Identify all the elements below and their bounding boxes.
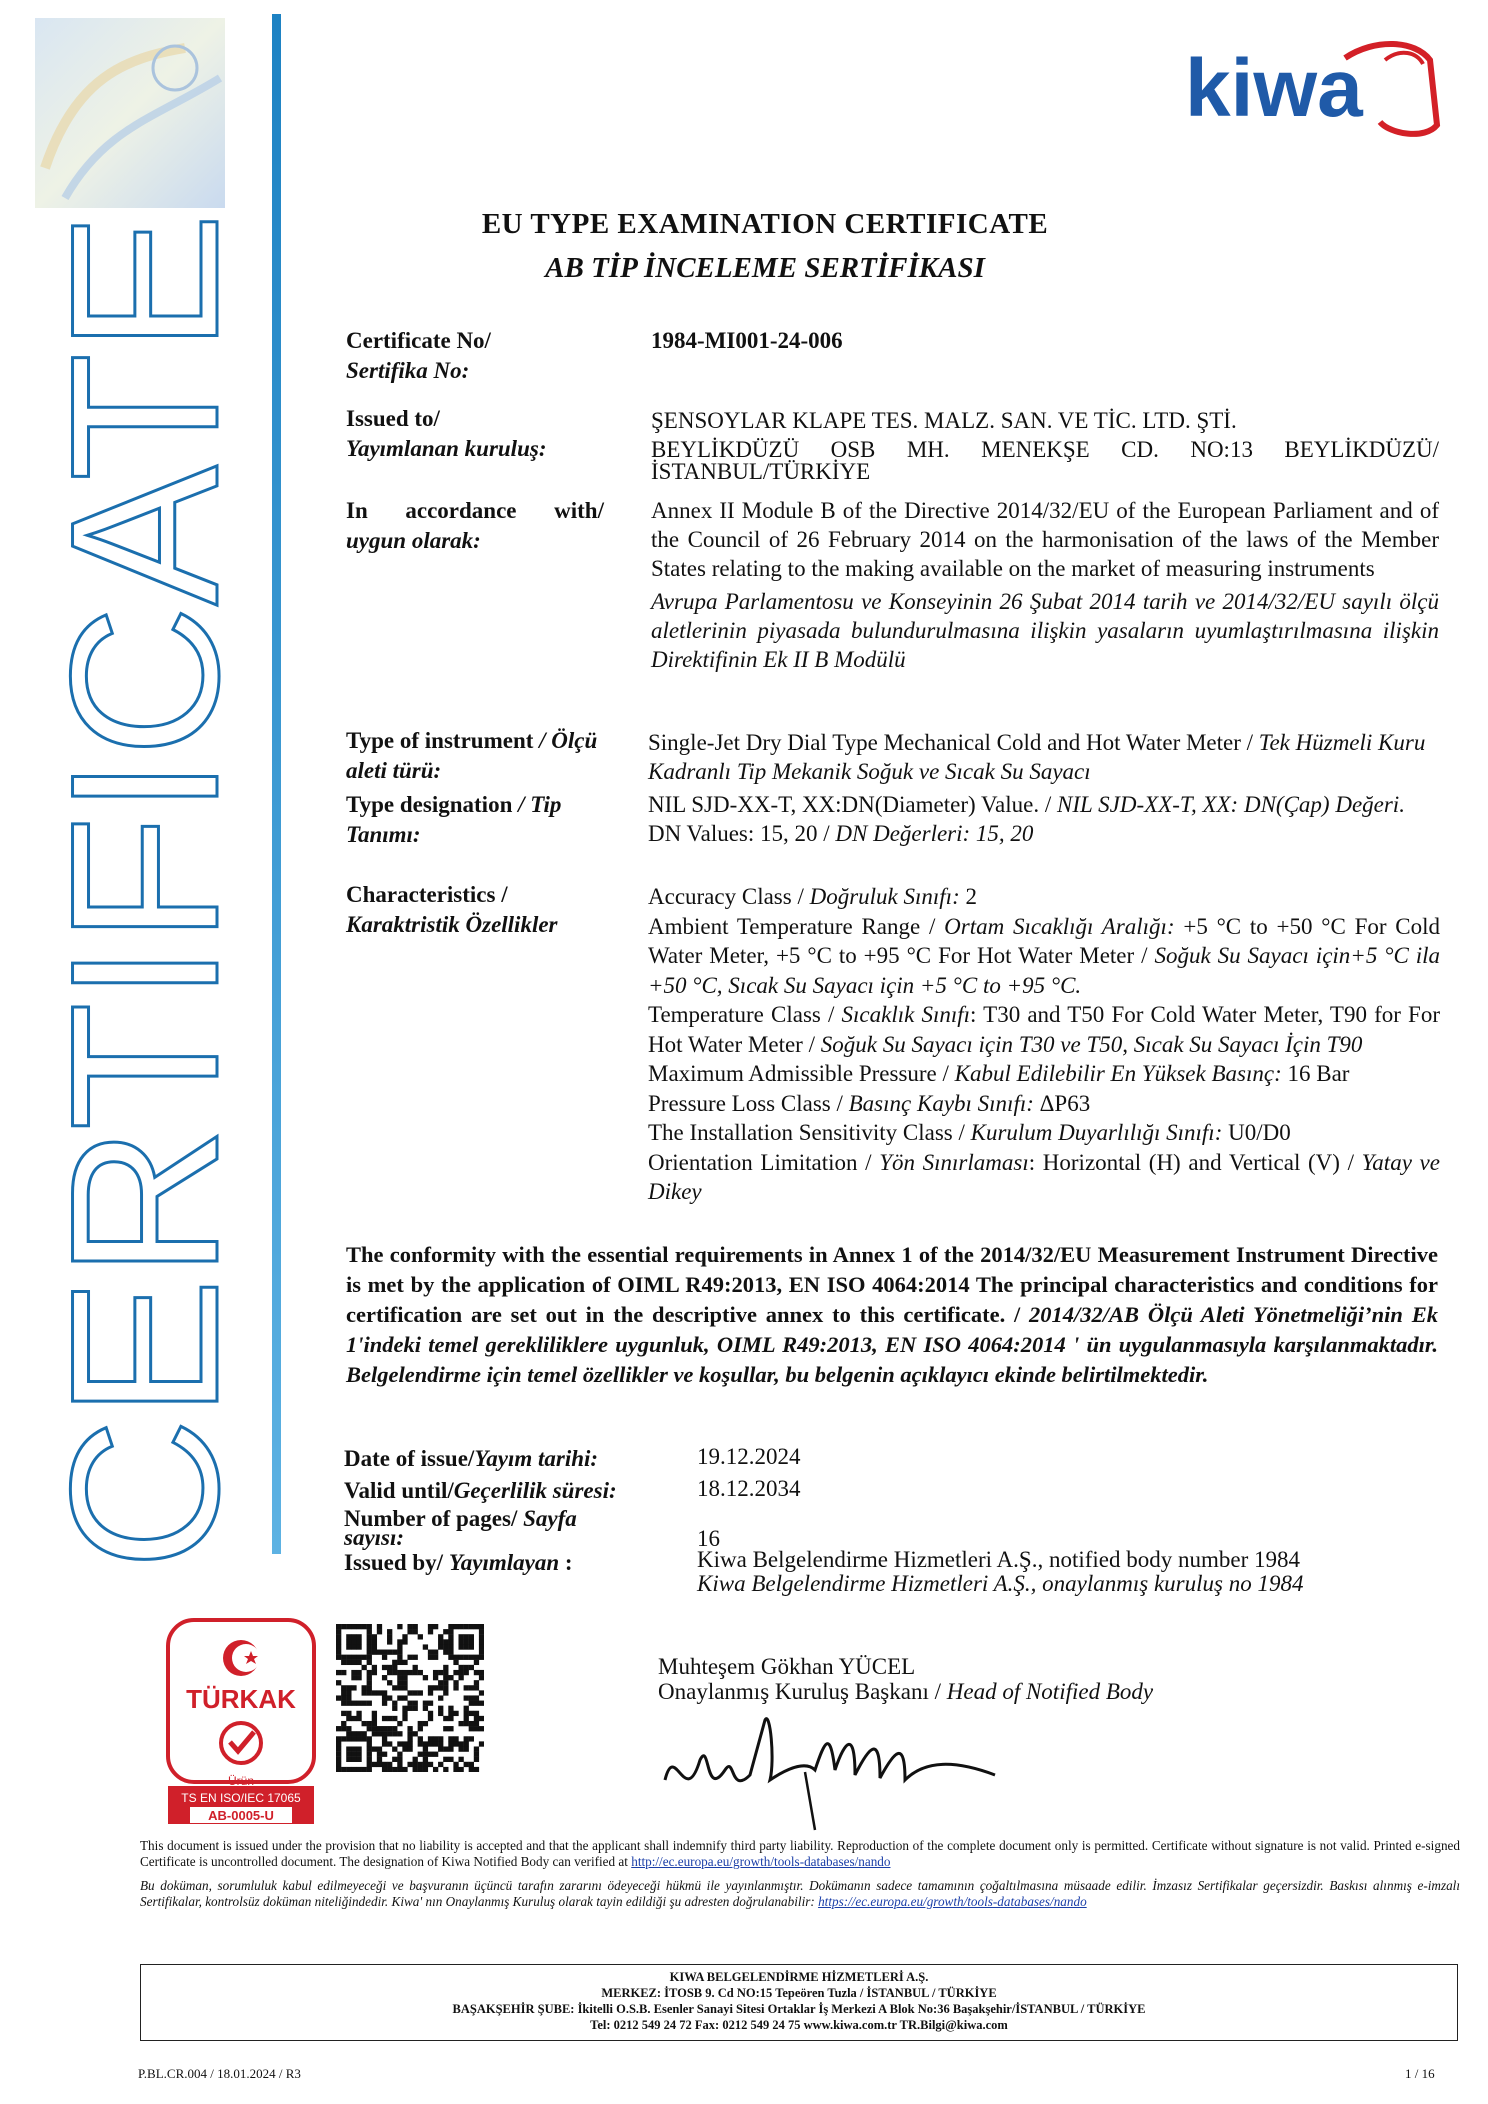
char-temperature-class: Temperature Class / Sıcaklık Sınıfı: T30 and T50 For Cold Water Meter, T90 for For Hot Water Meter / Soğuk Su Sayacı için T30 ve T50, Sıcak Su Sayacı İçin T90 (648, 1002, 1441, 1057)
accordance-label-tr: uygun olarak: (346, 528, 481, 553)
valid-until-label-en: Valid until/ (344, 1478, 454, 1503)
conformity-tr: 2014/32/AB Ölçü Aleti Yönetmeliği’nin Ek 1'indeki temel gerekliliklere uygunluk, OIML R49:2013, EN ISO 4064:2014 ' ün uygulanmasıyla karşılanmaktadır. Belgelendirme için temel özellikler ve koşullar, bu belgenin açıklayıcı ekinde belirtilmektedir. (346, 1302, 1438, 1387)
title-tr: AB TİP İNCELEME SERTİFİKASI (545, 252, 985, 284)
blue-accent-bar (272, 14, 281, 1554)
char-ambient-temp: Ambient Temperature Range / Ortam Sıcaklığı Aralığı: +5 °C to +50 °C For Cold Water Meter, +5 °C to +95 °C For Hot Water Meter / Soğuk Su Sayacı için+5 °C ila +50 °C, Sıcak Su Sayacı için +5 °C to +95 °C. (648, 913, 1441, 998)
kiwa-logo (1185, 30, 1445, 140)
nando-link-tr[interactable]: https://ec.europa.eu/growth/tools-databases/nando (818, 1894, 1087, 1909)
valid-until-label-tr: Geçerlilik süresi: (453, 1478, 617, 1503)
issued-to-label (346, 404, 546, 464)
date-of-issue-label-en: Date of issue/ (344, 1446, 475, 1471)
conformity-statement (346, 1240, 1438, 1390)
footer-hq: MERKEZ: İTOSB 9. Cd NO:15 Tepeören Tuzla / İSTANBUL / TÜRKİYE (601, 1986, 997, 2000)
type-instrument-label-en: Type of instrument (346, 728, 534, 753)
signature-image (655, 1700, 1035, 1840)
issued-to-label-en: Issued to/ (346, 406, 440, 431)
signatory-name: Muhteşem Gökhan YÜCEL (658, 1654, 916, 1679)
pages-value: 16 (697, 1526, 720, 1551)
pages-label-tr-b: sayısı: (344, 1525, 405, 1550)
certificate-no-label-en: Certificate No/ (346, 328, 491, 353)
char-installation-sensitivity: The Installation Sensitivity Class / Kurulum Duyarlılığı Sınıfı: U0/D0 (648, 1120, 1291, 1145)
type-designation-value (648, 790, 1440, 848)
conformity-en: The conformity with the essential requirements in Annex 1 of the 2014/32/EU Measurement Instrument Directive is met by the application of OIML R49:2013, EN ISO 4064:2014 The principal characteristics and conditions for certification are set out in the descriptive annex to this certificate. / (346, 1242, 1438, 1327)
date-of-issue-label-tr: Yayım tarihi: (474, 1446, 599, 1471)
turkak-line3: AB-0005-U (208, 1808, 274, 1823)
char-pressure-loss: Pressure Loss Class / Basınç Kaybı Sınıfı: ΔP63 (648, 1090, 1091, 1116)
type-designation-value-en: NIL SJD-XX-T, XX:DN(Diameter) Value. / (648, 792, 1052, 817)
type-instrument-value-tr: Tek Hüzmeli Kuru Kadranlı Tip Mekanik Soğuk ve Sıcak Su Sayacı (648, 730, 1426, 784)
disclaimer (140, 1838, 1460, 1910)
nando-link-en[interactable]: http://ec.europa.eu/growth/tools-databases/nando (631, 1854, 891, 1869)
accordance-value (651, 496, 1439, 674)
footer-branch: BAŞAKŞEHİR ŞUBE: İkitelli O.S.B. Esenler Sanayi Sitesi Ortaklar İş Merkezi A Blok No:36 Başakşehir/İSTANBUL / TÜRKİYE (452, 2002, 1146, 2016)
certificate-vertical-banner: CERTIFICATE (27, 212, 262, 1570)
issued-by-label-tr: Yayımlayan (448, 1550, 560, 1575)
characteristics-list (648, 882, 1440, 1207)
accordance-text-tr: Avrupa Parlamentosu ve Konseyinin 26 Şubat 2014 tarih ve 2014/32/EU sayılı ölçü aletlerinin piyasada bulundurulmasına ilişkin yasaların uyumlaştırılmasına ilişkin Direktifinin Ek II B Modülü (651, 589, 1439, 672)
disclaimer-tr: Bu doküman, sorumluluk kabul edilmeyeceği ve başvuranın üçüncü tarafın zararını ödeyeceği hükmü ile yayınlanmıştır. Dokümanın sadece tamamının çoğaltılmasına müsaade edilir. İmzasız Sertifikalar geçersizdir. Baskısı alınmış e-imzalı Sertifikalar, kontrolsüz doküman niteliğindedir. Kiwa' nın Onaylanmış Kuruluş olarak tayin edildiği şu adresten doğrulanabilir: https://ec.europa.eu/growth/tools-databases/nando (140, 1878, 1460, 1909)
issued-by-value-tr: Kiwa Belgelendirme Hizmetleri A.Ş., onaylanmış kuruluş no 1984 (697, 1571, 1304, 1596)
characteristics-label-tr: Karaktristik Özellikler (346, 912, 558, 937)
accordance-label (346, 496, 604, 556)
issue-labels: Date of issue/Yayım tarihi: Valid until/Geçerlilik süresi: Number of pages/ Sayfa sayısı: Issued by/ Yayımlayan : (344, 1444, 674, 1578)
type-instrument-value-en: Single-Jet Dry Dial Type Mechanical Cold and Hot Water Meter / (648, 730, 1254, 755)
type-instrument-label-tr-a: / Ölçü (539, 728, 598, 753)
footer-company: KIWA BELGELENDİRME HİZMETLERİ A.Ş. (669, 1970, 929, 1984)
type-designation-value-tr: NIL SJD-XX-T, XX: DN(Çap) Değeri. (1057, 792, 1405, 817)
turkak-accreditation-mark (166, 1618, 316, 1826)
title-en: EU TYPE EXAMINATION CERTIFICATE (481, 208, 1049, 240)
certificate-no-label-tr: Sertifika No: (346, 358, 470, 383)
turkak-brand: TÜRKAK (186, 1684, 296, 1714)
char-orientation: Orientation Limitation / Yön Sınırlaması: Horizontal (H) and Vertical (V) / Yatay ve Dikey (648, 1149, 1440, 1204)
document-reference: P.BL.CR.004 / 18.01.2024 / R3 (138, 2066, 301, 2081)
qr-code[interactable] (336, 1624, 484, 1772)
footer-contact: Tel: 0212 549 24 72 Fax: 0212 549 24 75 www.kiwa.com.tr TR.Bilgi@kiwa.com (590, 2018, 1008, 2032)
certificate-no-label (346, 326, 491, 386)
pages-label-tr-a: Sayfa (523, 1506, 577, 1531)
issued-to-address: BEYLİKDÜZÜ OSB MH. MENEKŞE CD. NO:13 BEYLİKDÜZÜ/ İSTANBUL/TÜRKİYE (651, 437, 1439, 484)
char-max-pressure: Maximum Admissible Pressure / Kabul Edilebilir En Yüksek Basınç: 16 Bar (648, 1061, 1350, 1086)
decorative-corner-art (35, 18, 225, 208)
dn-values-en: DN Values: 15, 20 / (648, 821, 830, 846)
type-designation-label-en: Type designation (346, 792, 513, 817)
valid-until-value: 18.12.2034 (697, 1476, 801, 1501)
type-designation-label-tr-a: / Tip (518, 792, 562, 817)
accordance-label-en: In accordance with/ (346, 498, 604, 523)
issued-by-value-en: Kiwa Belgelendirme Hizmetleri A.Ş., notified body number 1984 (697, 1547, 1300, 1572)
kiwa-logo-text: kiwa (1185, 43, 1363, 134)
certificate-no-value: 1984-MI001-24-006 (651, 328, 843, 353)
issued-to-label-tr: Yayımlanan kuruluş: (346, 436, 547, 461)
issued-by-label-en: Issued by/ (344, 1550, 444, 1575)
issued-to-value (651, 406, 1439, 483)
footer-address-box (140, 1964, 1458, 2041)
disclaimer-en: This document is issued under the provision that no liability is accepted and that the applicant shall indemnify third party liability. Reproduction of the complete document only is permitted. Certificate without signature is not valid. Printed e-signed Certificate is uncontrolled document. The designation of Kiwa Notified Body can verified at http://ec.europa.eu/growth/tools-databases/nando (140, 1838, 1460, 1869)
dn-values-tr: DN Değerleri: 15, 20 (835, 821, 1034, 846)
issued-to-company: ŞENSOYLAR KLAPE TES. MALZ. SAN. VE TİC. LTD. ŞTİ. (651, 408, 1237, 433)
page-indicator: 1 / 16 (1405, 2066, 1435, 2081)
characteristics-label (346, 880, 558, 940)
type-instrument-value (648, 728, 1440, 786)
signatory-role-tr: Onaylanmış Kuruluş Başkanı / (658, 1679, 941, 1704)
pages-label-en: Number of pages/ (344, 1506, 518, 1531)
signatory-role-en: Head of Notified Body (946, 1679, 1154, 1704)
date-of-issue-value: 19.12.2024 (697, 1444, 801, 1469)
type-instrument-label (346, 726, 626, 786)
characteristics-label-en: Characteristics / (346, 882, 508, 907)
accordance-text-en: Annex II Module B of the Directive 2014/32/EU of the European Parliament and of the Council of 26 February 2014 on the harmonisation of the laws of the Member States relating to the making available on the market of measuring instruments (651, 498, 1439, 581)
type-designation-label-tr-b: Tanımı: (346, 822, 421, 847)
char-accuracy: Accuracy Class / Doğruluk Sınıfı: 2 (648, 884, 977, 909)
type-instrument-label-tr-b: aleti türü: (346, 758, 442, 783)
issue-values (697, 1442, 1457, 1596)
type-designation-label (346, 790, 626, 850)
turkak-line1: Ürün (227, 1774, 255, 1788)
turkak-line2: TS EN ISO/IEC 17065 (181, 1791, 301, 1805)
